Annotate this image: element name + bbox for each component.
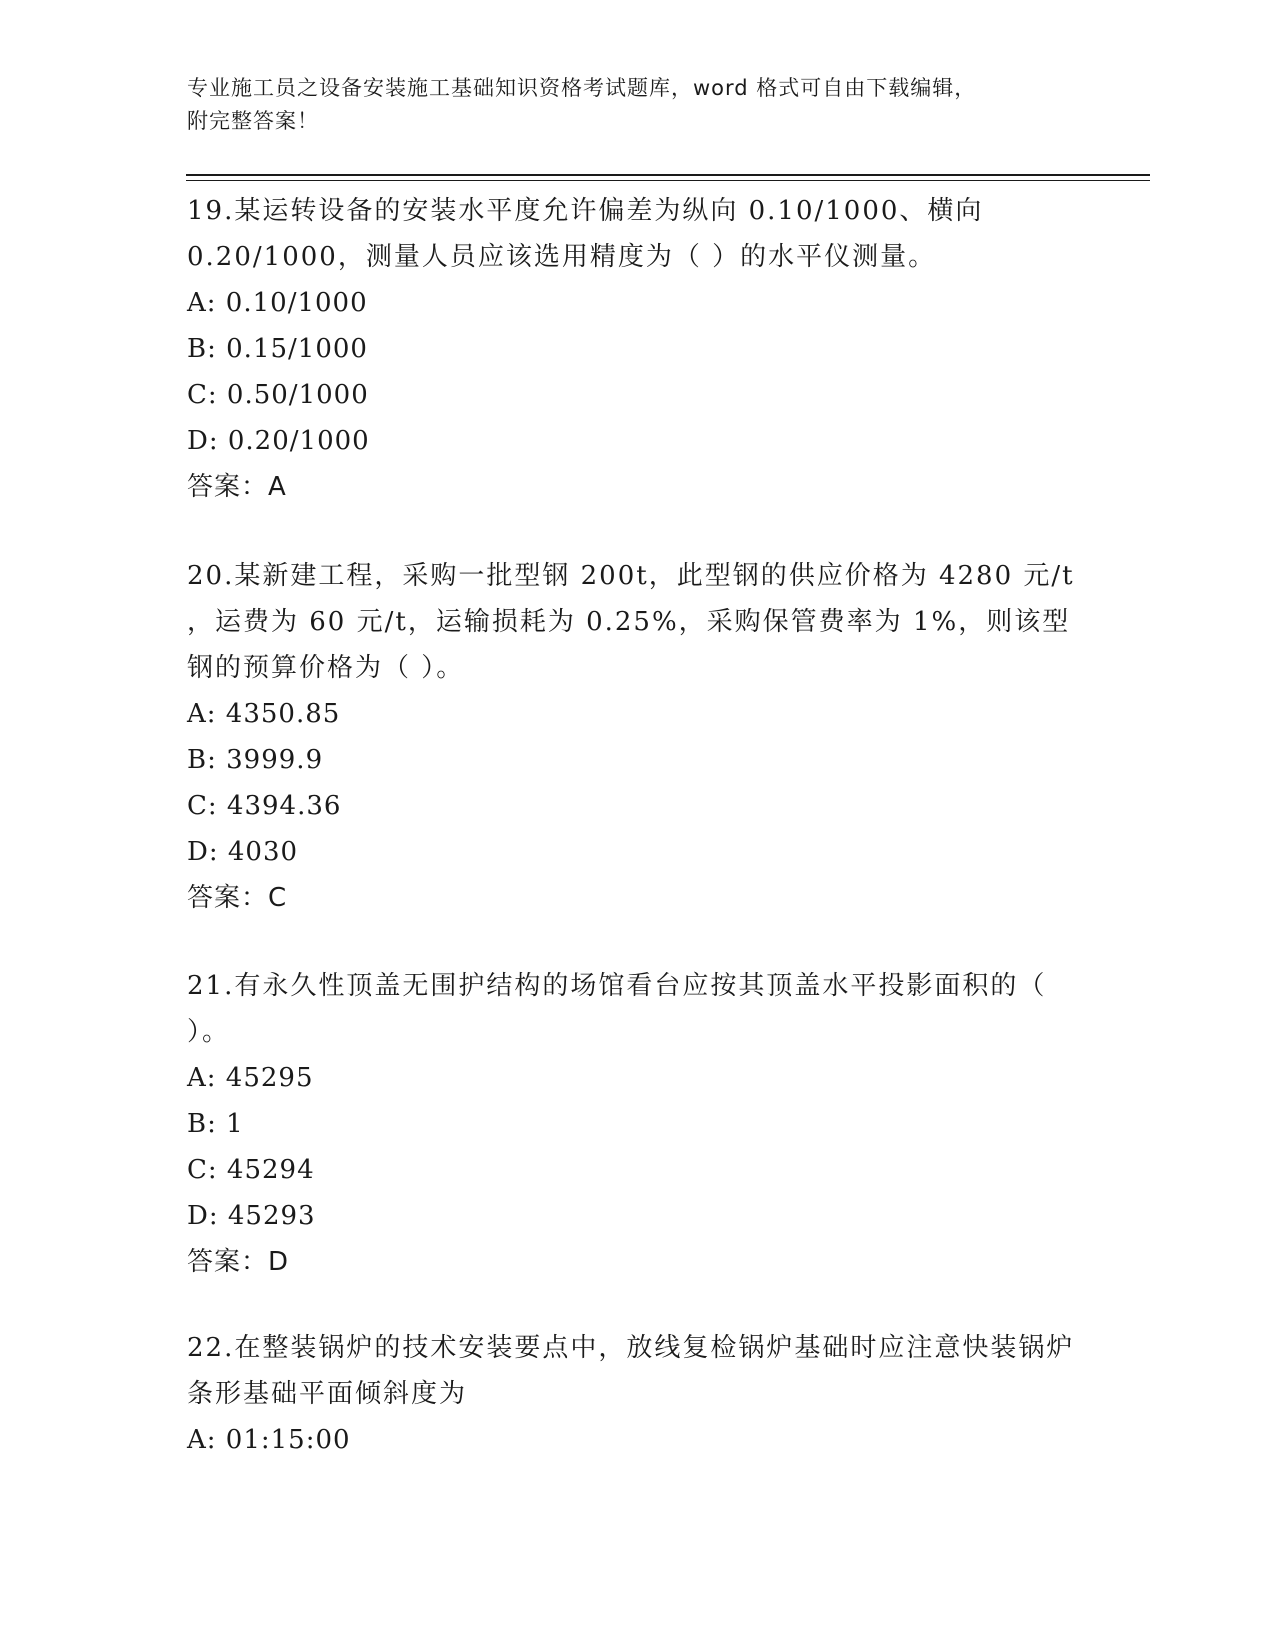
question-22 — [187, 1325, 1087, 1463]
option-a: A: 01:15:00 — [187, 1425, 351, 1455]
question-19 — [187, 188, 1087, 510]
option-c: C: 4394.36 — [187, 791, 342, 821]
option-c: C: 0.50/1000 — [187, 380, 369, 410]
header-line-1: 专业施工员之设备安装施工基础知识资格考试题库，word 格式可自由下载编辑， — [187, 76, 977, 100]
question-text: 22.在整装锅炉的技术安装要点中，放线复检锅炉基础时应注意快装锅炉条形基础平面倾斜度为 — [187, 1333, 1075, 1409]
option-a: A: 0.10/1000 — [187, 288, 368, 318]
question-text: 19.某运转设备的安装水平度允许偏差为纵向 0.10/1000、横向 0.20/1000，测量人员应该选用精度为（ ）的水平仪测量。 — [187, 196, 984, 272]
header-line-2: 附完整答案！ — [187, 109, 319, 133]
document-header — [187, 72, 1087, 138]
question-text: 20.某新建工程，采购一批型钢 200t，此型钢的供应价格为 4280 元/t ，运费为 60 元/t，运输损耗为 0.25%，采购保管费率为 1%，则该型钢的预算价格为（ ）。 — [187, 561, 1075, 683]
header-divider-thick — [186, 174, 1150, 176]
answer-line: 答案：D — [187, 1247, 290, 1277]
option-a: A: 45295 — [187, 1063, 314, 1093]
option-b: B: 3999.9 — [187, 745, 324, 775]
question-20 — [187, 553, 1087, 921]
option-d: D: 45293 — [187, 1201, 316, 1231]
option-c: C: 45294 — [187, 1155, 315, 1185]
option-b: B: 0.15/1000 — [187, 334, 368, 364]
header-divider-thin — [186, 180, 1150, 181]
question-text: 21.有永久性顶盖无围护结构的场馆看台应按其顶盖水平投影面积的（ ）。 — [187, 971, 1047, 1047]
option-a: A: 4350.85 — [187, 699, 341, 729]
answer-line: 答案：A — [187, 472, 287, 502]
question-21 — [187, 963, 1087, 1285]
option-d: D: 4030 — [187, 837, 299, 867]
answer-line: 答案：C — [187, 883, 288, 913]
option-d: D: 0.20/1000 — [187, 426, 370, 456]
option-b: B: 1 — [187, 1109, 244, 1139]
